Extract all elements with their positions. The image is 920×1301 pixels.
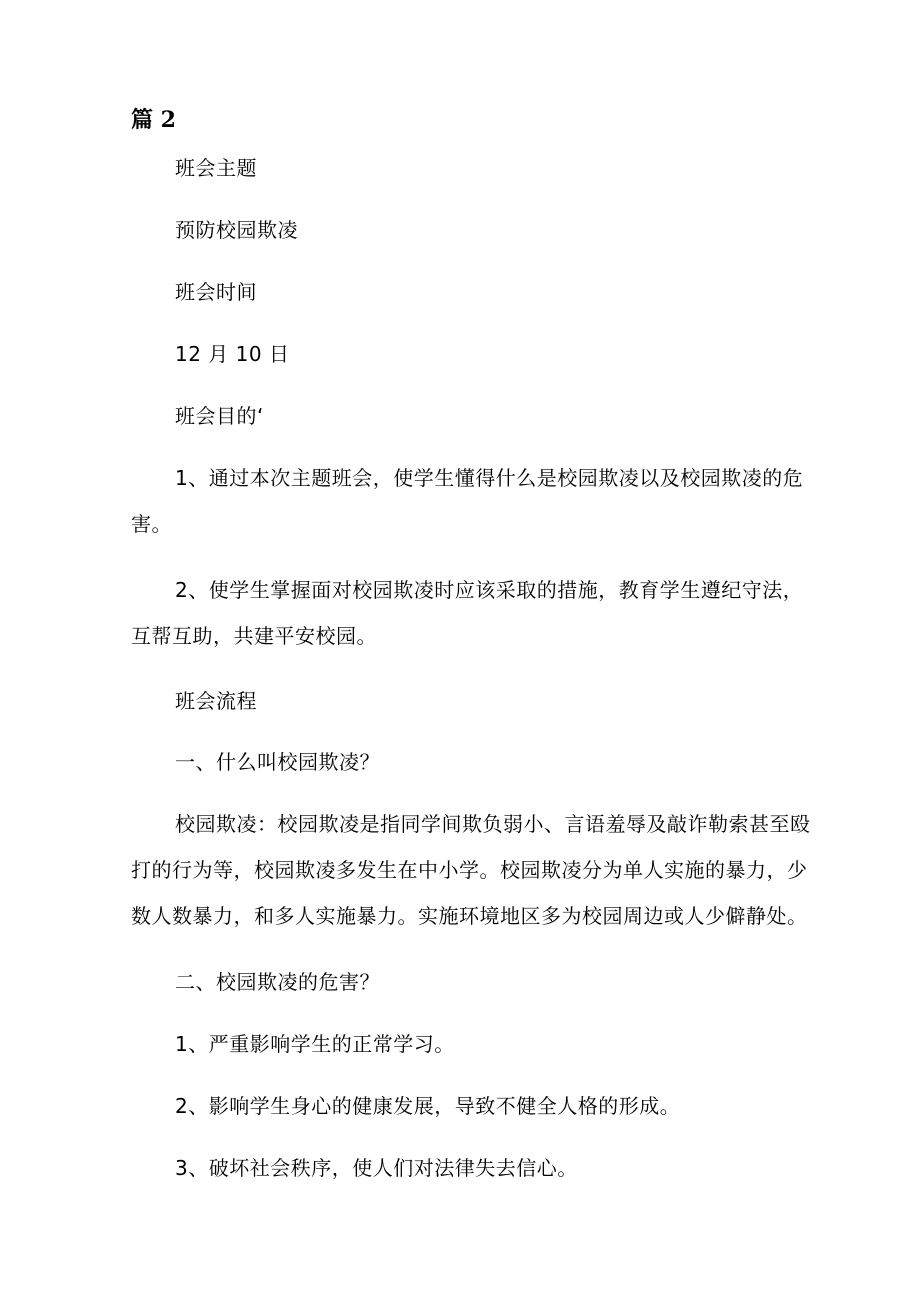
paragraph-harm-2: 2、影响学生身心的健康发展，导致不健全人格的形成。 [175,1094,681,1118]
paragraph-process-label: 班会流程 [175,689,257,713]
paragraph-meeting-date: 12 月 10 日 [175,342,290,366]
paragraph-harm-1: 1、严重影响学生的正常学习。 [175,1032,455,1056]
paragraph-goal-2: 2、使学生掌握面对校园欺凌时应该采取的措施，教育学生遵纪守法，互帮互助，共建平安校园。 [131,578,804,648]
paragraph-meeting-theme-label: 班会主题 [175,156,257,180]
section-heading: 篇 2 [131,107,176,133]
paragraph-definition: 校园欺凌：校园欺凌是指同学间欺负弱小、言语羞辱及敲诈勒索甚至殴打的行为等，校园欺凌多发生在中小学。校园欺凌分为单人实施的暴力，少数人数暴力，和多人实施暴力。实施环境地区多为校园周边或人少僻静处。 [131,812,811,928]
paragraph-meeting-time-label: 班会时间 [175,280,257,304]
paragraph-goal-1: 1、通过本次主题班会，使学生懂得什么是校园欺凌以及校园欺凌的危害。 [131,466,804,536]
paragraph-question-2: 二、校园欺凌的危害？ [175,970,380,994]
paragraph-meeting-goal-label: 班会目的‘ [175,404,264,428]
paragraph-question-1: 一、什么叫校园欺凌？ [175,750,380,774]
paragraph-meeting-theme: 预防校园欺凌 [175,218,298,242]
paragraph-harm-3: 3、破坏社会秩序，使人们对法律失去信心。 [175,1156,578,1180]
